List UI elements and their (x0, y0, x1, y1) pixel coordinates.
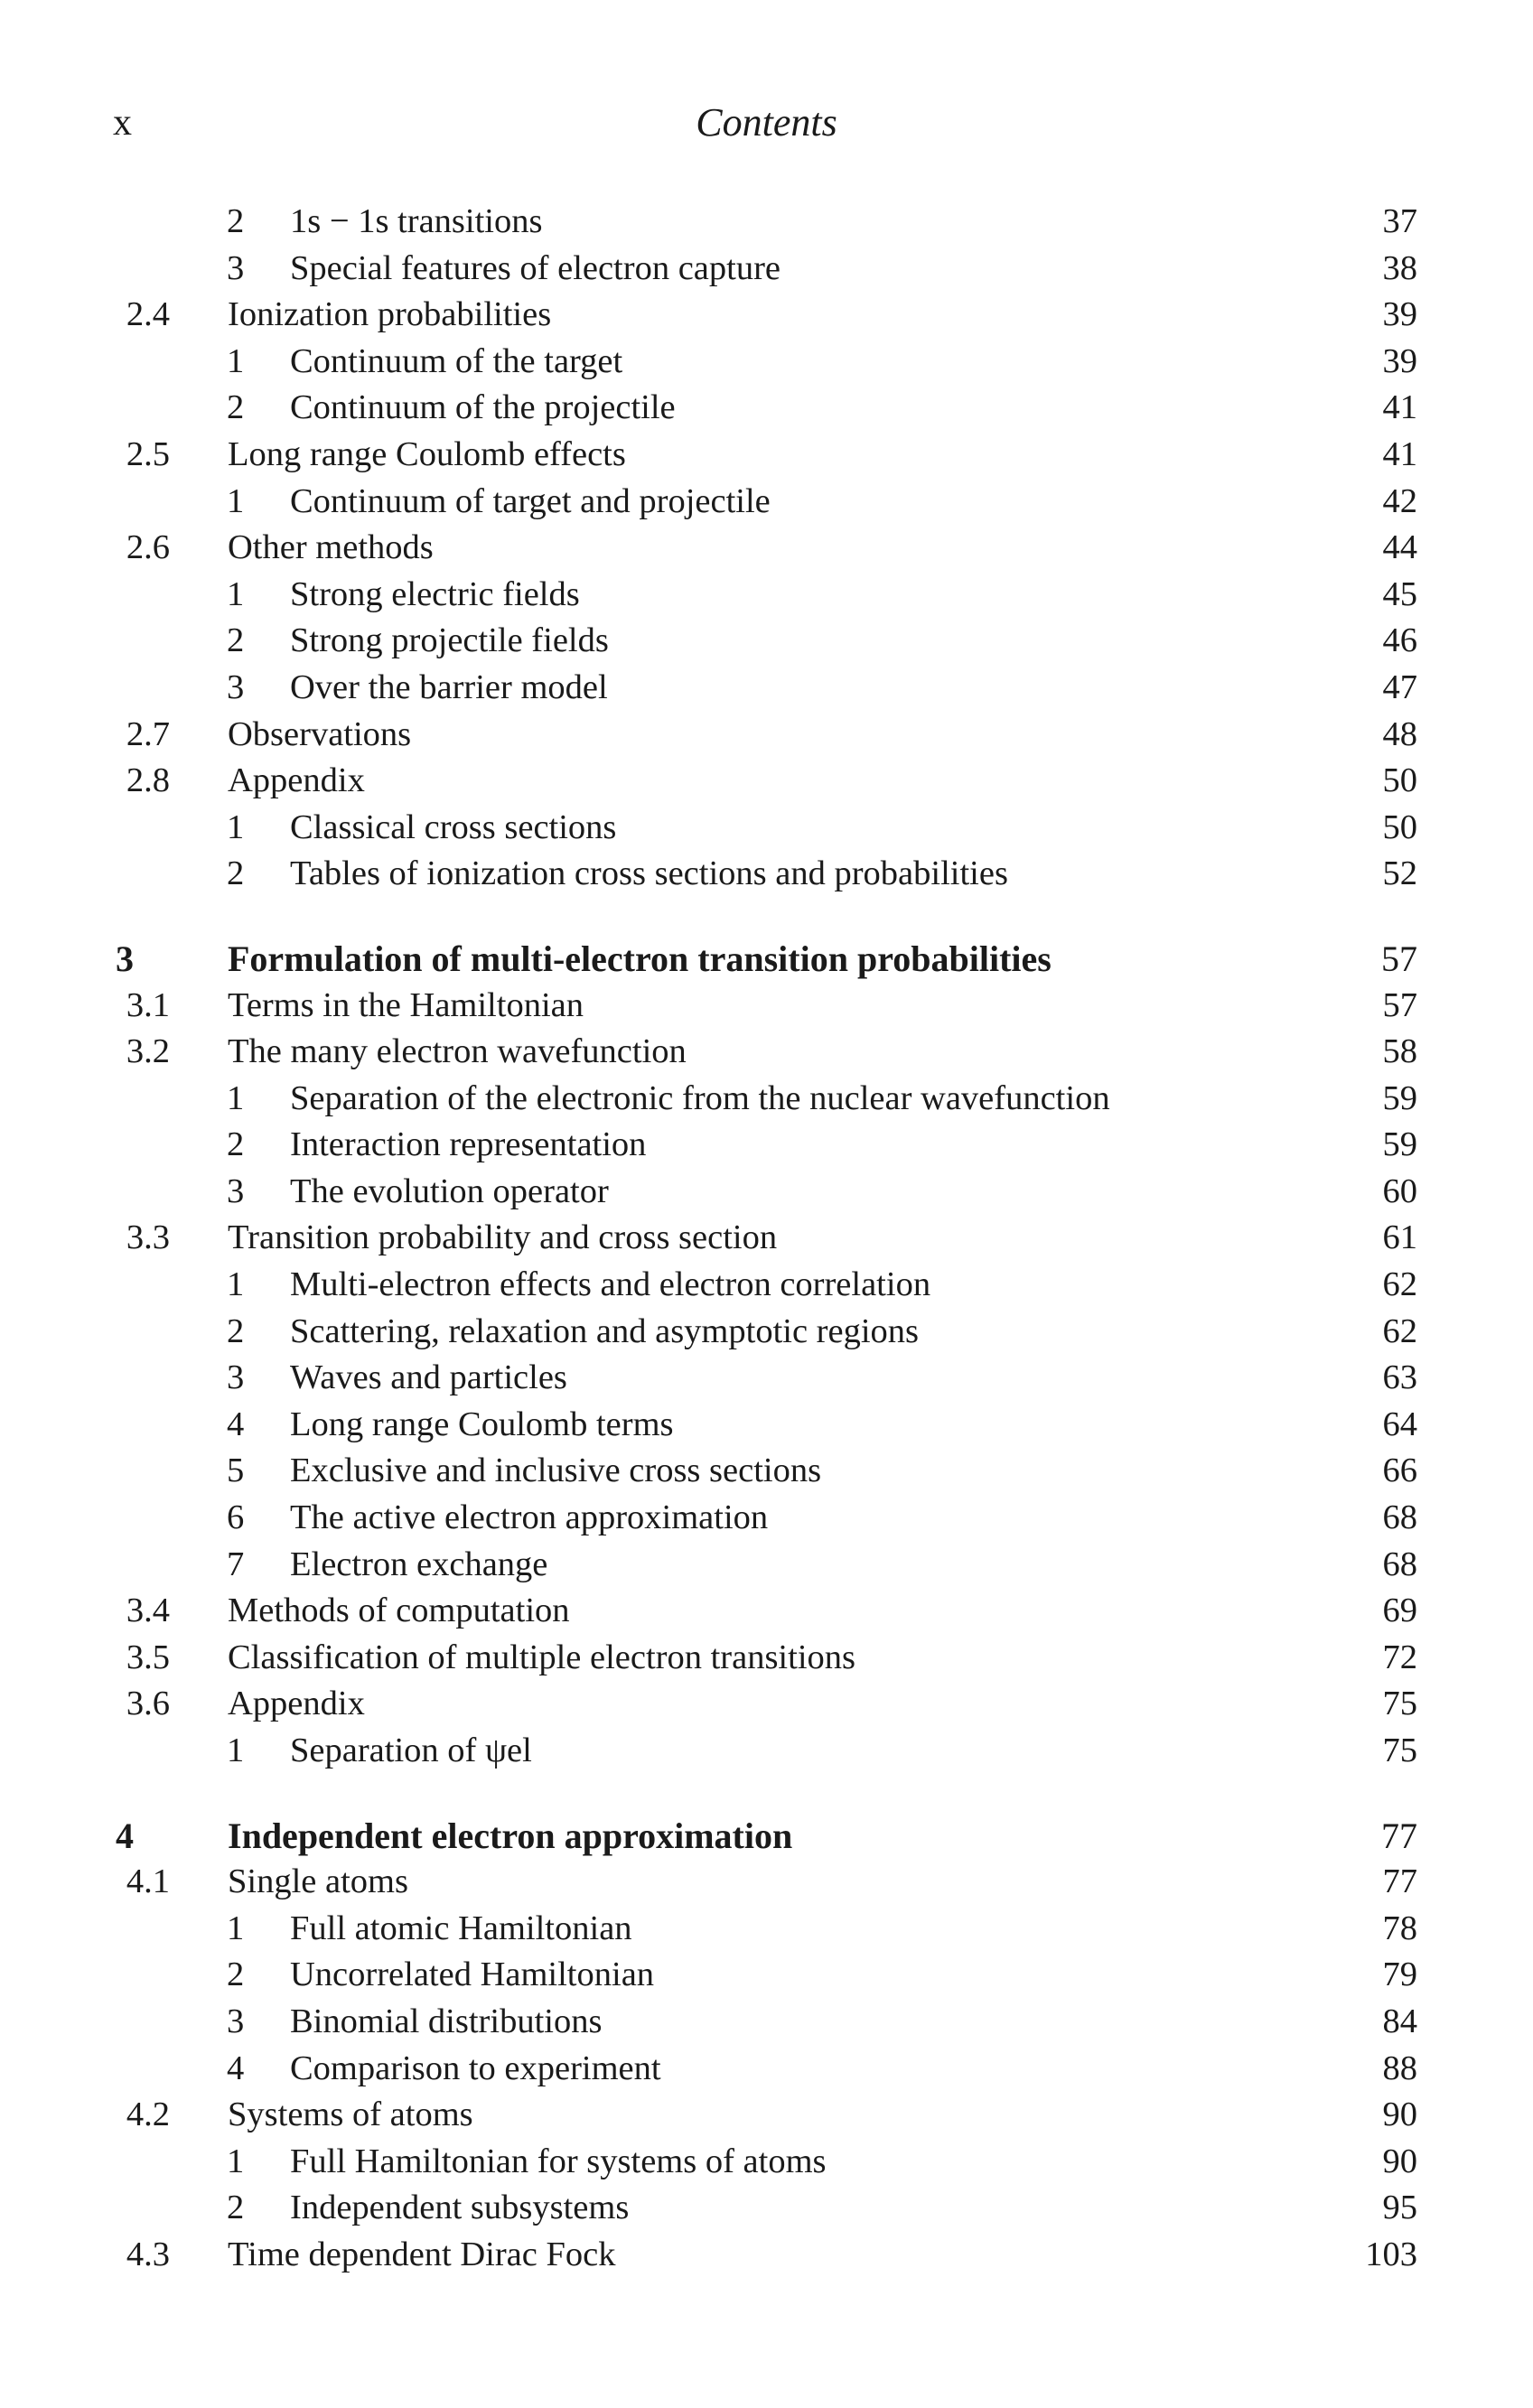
toc-section-row (0, 432, 1533, 479)
subsection-title: Continuum of target and projectile (290, 481, 771, 520)
page-reference: 69 (1382, 1591, 1417, 1630)
page-reference: 41 (1382, 434, 1417, 473)
toc-subsection-row (0, 2185, 1533, 2232)
page-reference: 72 (1382, 1638, 1417, 1676)
page-reference: 39 (1382, 341, 1417, 380)
section-number: 4.2 (126, 2095, 170, 2134)
toc-subsection-row (0, 1952, 1533, 1999)
subsection-number: 5 (227, 1451, 245, 1490)
subsection-title: Scattering, relaxation and asymptotic regions (290, 1311, 920, 1350)
subsection-title: Interaction representation (290, 1125, 647, 1164)
subsection-title: The evolution operator (290, 1171, 609, 1210)
toc-section-row (0, 1588, 1533, 1635)
toc-section-row (0, 1029, 1533, 1076)
page-reference: 68 (1382, 1545, 1417, 1583)
subsection-number: 2 (227, 202, 245, 240)
section-title: Appendix (228, 761, 365, 800)
section-number: 3.6 (126, 1685, 170, 1723)
toc-section-row (0, 1635, 1533, 1682)
page-reference: 95 (1382, 2189, 1417, 2227)
page-reference: 103 (1365, 2235, 1417, 2273)
page-reference: 52 (1382, 854, 1417, 893)
page-reference: 39 (1382, 295, 1417, 334)
toc-chapter-row (0, 936, 1533, 983)
subsection-number: 3 (227, 667, 245, 706)
subsection-title: Classical cross sections (290, 807, 617, 846)
section-number: 3.3 (126, 1218, 170, 1257)
toc-subsection-row (0, 385, 1533, 432)
section-number: 3.4 (126, 1591, 170, 1630)
page-reference: 37 (1382, 202, 1417, 240)
section-title: Other methods (228, 528, 434, 567)
subsection-number: 2 (227, 2189, 245, 2227)
page-reference: 90 (1382, 2142, 1417, 2180)
page-reference: 59 (1382, 1125, 1417, 1164)
subsection-number: 1 (227, 1078, 245, 1117)
subsection-number: 2 (227, 388, 245, 427)
page-reference: 59 (1382, 1078, 1417, 1117)
toc-subsection-row (0, 1495, 1533, 1542)
toc-subsection-row (0, 851, 1533, 898)
toc-subsection-row (0, 618, 1533, 665)
page-reference: 41 (1382, 388, 1417, 427)
running-title: Contents (696, 100, 837, 145)
page-reference: 64 (1382, 1405, 1417, 1443)
chapter-title: Formulation of multi-electron transition probabilities (228, 938, 1052, 979)
toc-subsection-row (0, 199, 1533, 246)
subsection-title: Continuum of the projectile (290, 388, 676, 427)
section-number: 3.1 (126, 985, 170, 1024)
chapter-number: 3 (116, 938, 134, 979)
section-title: Classification of multiple electron transitions (228, 1638, 855, 1676)
subsection-number: 4 (227, 1405, 245, 1443)
page-reference: 77 (1382, 1862, 1417, 1901)
toc-subsection-row (0, 1542, 1533, 1589)
toc-subsection-row (0, 246, 1533, 293)
subsection-number: 3 (227, 1171, 245, 1210)
subsection-title: Separation of ψel (290, 1731, 532, 1769)
subsection-title: The active electron approximation (290, 1498, 769, 1537)
subsection-title: Exclusive and inclusive cross sections (290, 1451, 822, 1490)
page-reference: 45 (1382, 574, 1417, 613)
toc-section-row (0, 983, 1533, 1030)
subsection-title: Strong projectile fields (290, 621, 609, 660)
subsection-number: 7 (227, 1545, 245, 1583)
page-reference: 84 (1382, 2002, 1417, 2040)
subsection-title: Tables of ionization cross sections and probabilities (290, 854, 1008, 893)
subsection-title: Full Hamiltonian for systems of atoms (290, 2142, 827, 2180)
toc-subsection-row (0, 1169, 1533, 1216)
toc-section-row (0, 1859, 1533, 1906)
page-header (0, 0, 1533, 199)
section-number: 2.6 (126, 528, 170, 567)
page-reference: 60 (1382, 1171, 1417, 1210)
section-title: The many electron wavefunction (228, 1032, 687, 1071)
subsection-title: Special features of electron capture (290, 248, 781, 287)
toc-section-row (0, 292, 1533, 339)
section-number: 2.4 (126, 295, 170, 334)
subsection-number: 2 (227, 1311, 245, 1350)
section-title: Methods of computation (228, 1591, 570, 1630)
page-reference: 61 (1382, 1218, 1417, 1257)
toc-subsection-row (0, 805, 1533, 852)
subsection-title: Comparison to experiment (290, 2049, 661, 2087)
chapter-title: Independent electron approximation (228, 1815, 793, 1856)
chapter-number: 4 (116, 1815, 134, 1856)
toc-section-row (0, 712, 1533, 759)
toc-subsection-row (0, 1309, 1533, 1356)
subsection-number: 1 (227, 1731, 245, 1769)
page-reference: 63 (1382, 1358, 1417, 1397)
section-title: Transition probability and cross section (228, 1218, 778, 1257)
subsection-title: Continuum of the target (290, 341, 623, 380)
subsection-number: 1 (227, 341, 245, 380)
page-reference: 62 (1382, 1265, 1417, 1304)
subsection-number: 1 (227, 2142, 245, 2180)
toc-subsection-row (0, 1402, 1533, 1449)
toc-section-row (0, 1215, 1533, 1262)
subsection-number: 1 (227, 1909, 245, 1947)
toc-subsection-row (0, 479, 1533, 526)
page-reference: 48 (1382, 714, 1417, 753)
page-reference: 77 (1381, 1815, 1417, 1856)
subsection-number: 4 (227, 2049, 245, 2087)
toc-subsection-row (0, 1728, 1533, 1775)
section-number: 2.7 (126, 714, 170, 753)
toc-subsection-row (0, 339, 1533, 386)
toc-section-row (0, 2232, 1533, 2279)
page-reference: 79 (1382, 1955, 1417, 1994)
page-reference: 50 (1382, 761, 1417, 800)
page-reference: 38 (1382, 248, 1417, 287)
page-reference: 66 (1382, 1451, 1417, 1490)
page-reference: 78 (1382, 1909, 1417, 1947)
toc-section-row (0, 2092, 1533, 2139)
subsection-title: Full atomic Hamiltonian (290, 1909, 632, 1947)
section-title: Observations (228, 714, 412, 753)
subsection-number: 2 (227, 854, 245, 893)
page-reference: 44 (1382, 528, 1417, 567)
page-number: x (113, 102, 132, 144)
section-title: Single atoms (228, 1862, 408, 1901)
toc-subsection-row (0, 1999, 1533, 2046)
table-of-contents (0, 199, 1533, 2279)
subsection-title: Separation of the electronic from the nuclear wavefunction (290, 1078, 1110, 1117)
toc-subsection-row (0, 1355, 1533, 1402)
toc-subsection-row (0, 2139, 1533, 2186)
section-title: Systems of atoms (228, 2095, 473, 2134)
toc-subsection-row (0, 1122, 1533, 1169)
page-reference: 62 (1382, 1311, 1417, 1350)
section-number: 4.3 (126, 2235, 170, 2273)
subsection-number: 3 (227, 1358, 245, 1397)
section-number: 3.5 (126, 1638, 170, 1676)
subsection-number: 3 (227, 2002, 245, 2040)
section-title: Time dependent Dirac Fock (228, 2235, 616, 2273)
page-reference: 47 (1382, 667, 1417, 706)
toc-subsection-row (0, 572, 1533, 619)
page-reference: 57 (1381, 938, 1417, 979)
subsection-number: 6 (227, 1498, 245, 1537)
subsection-title: Electron exchange (290, 1545, 548, 1583)
page-reference: 90 (1382, 2095, 1417, 2134)
subsection-title: Binomial distributions (290, 2002, 603, 2040)
subsection-number: 1 (227, 481, 245, 520)
subsection-title: Strong electric fields (290, 574, 580, 613)
section-title: Ionization probabilities (228, 295, 552, 334)
subsection-number: 1 (227, 1265, 245, 1304)
subsection-number: 1 (227, 807, 245, 846)
section-title: Long range Coulomb effects (228, 434, 626, 473)
subsection-title: Over the barrier model (290, 667, 608, 706)
subsection-title: Waves and particles (290, 1358, 567, 1397)
page-reference: 42 (1382, 481, 1417, 520)
toc-section-row (0, 758, 1533, 805)
subsection-title: Long range Coulomb terms (290, 1405, 674, 1443)
toc-subsection-row (0, 2046, 1533, 2093)
section-title: Terms in the Hamiltonian (228, 985, 584, 1024)
toc-subsection-row (0, 1076, 1533, 1123)
page-reference: 46 (1382, 621, 1417, 660)
subsection-title: Multi-electron effects and electron correlation (290, 1265, 931, 1304)
section-title: Appendix (228, 1685, 365, 1723)
toc-subsection-row (0, 1262, 1533, 1309)
subsection-number: 2 (227, 621, 245, 660)
subsection-number: 3 (227, 248, 245, 287)
toc-subsection-row (0, 665, 1533, 712)
toc-subsection-row (0, 1448, 1533, 1495)
subsection-number: 2 (227, 1125, 245, 1164)
page-reference: 50 (1382, 807, 1417, 846)
subsection-number: 2 (227, 1955, 245, 1994)
toc-section-row (0, 1681, 1533, 1728)
page-reference: 58 (1382, 1032, 1417, 1071)
section-number: 4.1 (126, 1862, 170, 1901)
toc-chapter-row (0, 1813, 1533, 1860)
toc-subsection-row (0, 1906, 1533, 1953)
page-reference: 88 (1382, 2049, 1417, 2087)
subsection-number: 1 (227, 574, 245, 613)
page-reference: 75 (1382, 1685, 1417, 1723)
section-number: 3.2 (126, 1032, 170, 1071)
section-number: 2.8 (126, 761, 170, 800)
page-reference: 57 (1382, 985, 1417, 1024)
page-reference: 75 (1382, 1731, 1417, 1769)
toc-section-row (0, 525, 1533, 572)
subsection-title: Independent subsystems (290, 2189, 630, 2227)
subsection-title: Uncorrelated Hamiltonian (290, 1955, 655, 1994)
section-number: 2.5 (126, 434, 170, 473)
subsection-title: 1s − 1s transitions (290, 202, 543, 240)
page-reference: 68 (1382, 1498, 1417, 1537)
